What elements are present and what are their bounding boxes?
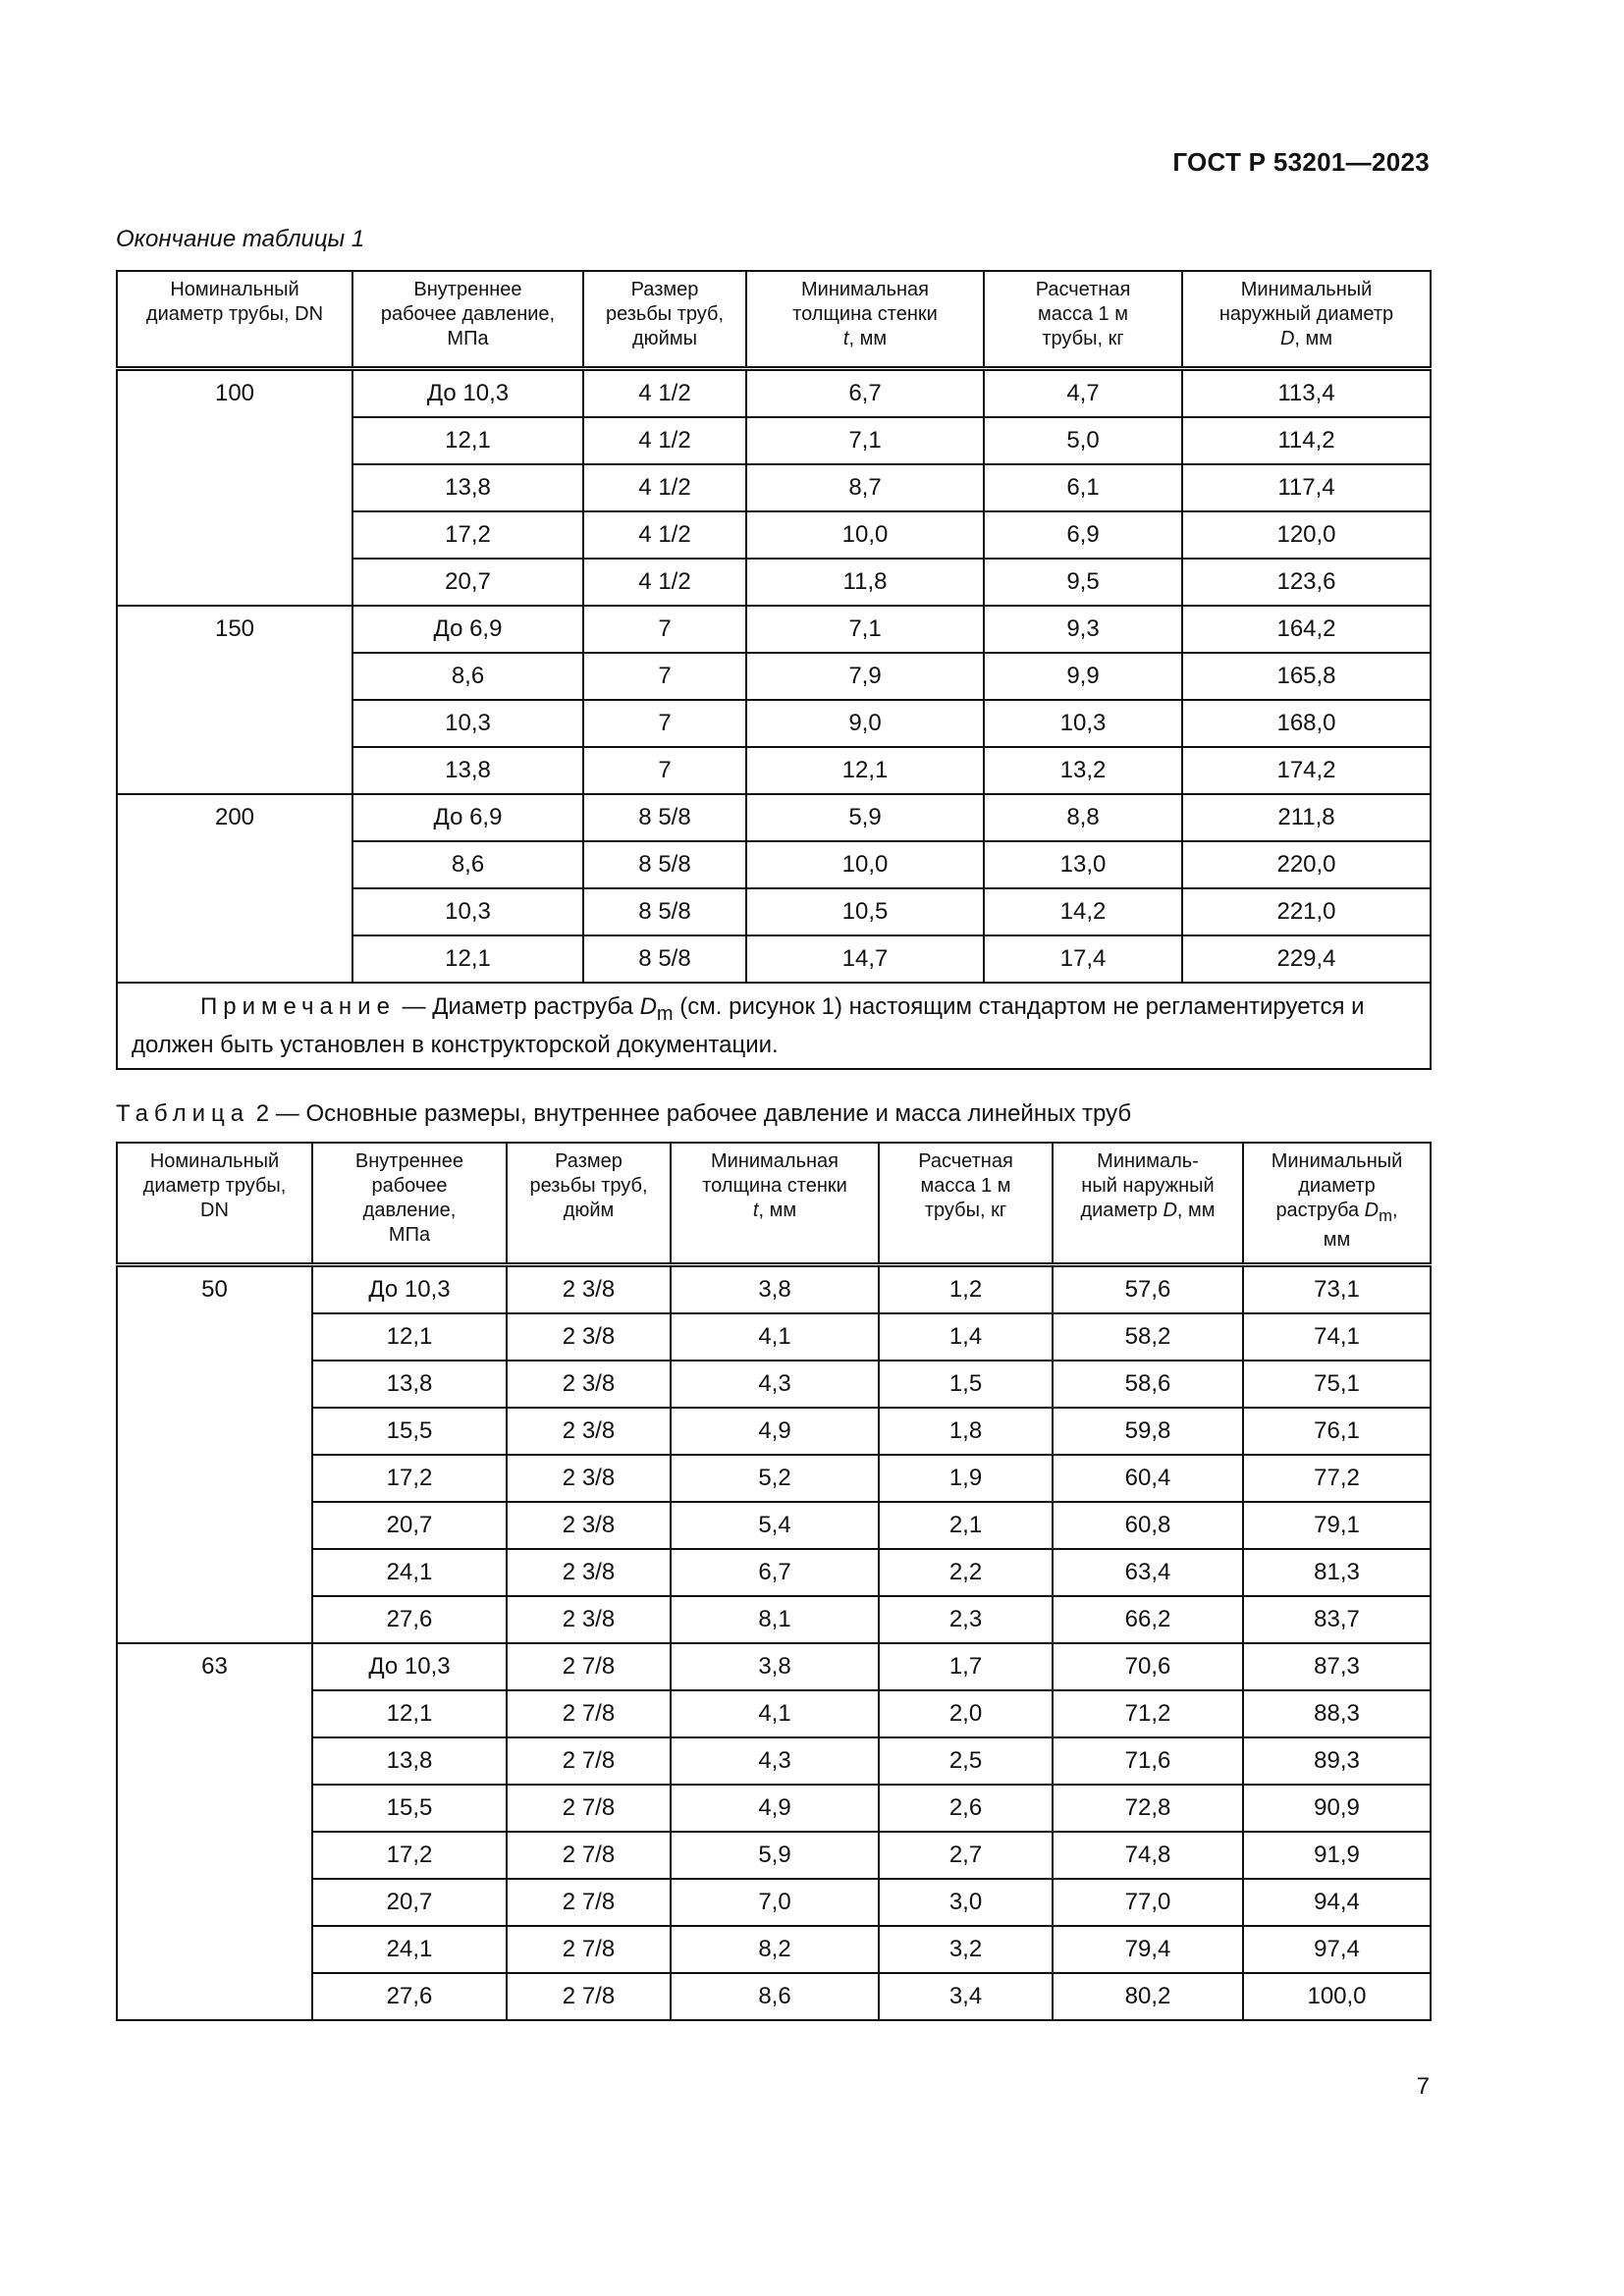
header-text: дюйм	[563, 1200, 615, 1221]
table-row	[117, 369, 1431, 418]
table-cell: 17,2	[312, 1455, 507, 1502]
table-cell: 2,2	[879, 1549, 1053, 1596]
header-text: толщина стенки	[702, 1175, 847, 1197]
table2	[116, 1142, 1432, 2021]
header-text: диаметр	[1080, 1200, 1164, 1221]
table-row	[117, 606, 1431, 653]
table-cell: 2 3/8	[507, 1313, 671, 1361]
table-cell: 6,7	[746, 369, 984, 418]
table-cell: 97,4	[1243, 1926, 1431, 1973]
table2-caption-text: 2 — Основные размеры, внутреннее рабочее давление и масса линейных труб	[249, 1100, 1132, 1127]
header-text: Расчетная	[918, 1150, 1013, 1172]
table-row	[117, 1973, 1431, 2020]
table-cell: 4 1/2	[583, 559, 746, 606]
header-symbol: D	[1163, 1200, 1177, 1221]
table-cell: До 10,3	[312, 1265, 507, 1314]
table-cell: 3,0	[879, 1879, 1053, 1926]
table-cell: 24,1	[312, 1926, 507, 1973]
table-row	[117, 1455, 1431, 1502]
header-text: Внутреннее	[413, 279, 522, 300]
table-cell: 13,2	[984, 747, 1182, 794]
table-cell: 9,5	[984, 559, 1182, 606]
table-row	[117, 1690, 1431, 1737]
table-cell: 8 5/8	[583, 935, 746, 983]
table-cell: 10,0	[746, 511, 984, 559]
table-cell: 8 5/8	[583, 794, 746, 841]
table-cell: 13,8	[352, 464, 583, 511]
table-cell: 220,0	[1182, 841, 1431, 888]
note-text: — Диаметр раструба	[395, 993, 640, 1020]
header-text: Минимальная	[800, 279, 929, 300]
table-cell: 114,2	[1182, 417, 1431, 464]
column-header	[312, 1143, 507, 1265]
table-cell: 94,4	[1243, 1879, 1431, 1926]
table-cell: 3,8	[671, 1643, 879, 1690]
table-cell: 2,5	[879, 1737, 1053, 1785]
table-row	[117, 794, 1431, 841]
header-text: масса 1 м	[1038, 303, 1128, 325]
column-header	[352, 271, 583, 369]
note-subscript: m	[656, 1002, 674, 1025]
table-row	[117, 1785, 1431, 1832]
table-cell: 6,7	[671, 1549, 879, 1596]
table-cell: 1,4	[879, 1313, 1053, 1361]
table-cell: 229,4	[1182, 935, 1431, 983]
column-header	[1243, 1143, 1431, 1265]
table-cell: 60,4	[1053, 1455, 1243, 1502]
table-cell: 58,6	[1053, 1361, 1243, 1408]
table-cell: 7	[583, 747, 746, 794]
table-cell: 6,9	[984, 511, 1182, 559]
table-cell: 27,6	[312, 1973, 507, 2020]
table-cell: 59,8	[1053, 1408, 1243, 1455]
table-cell: 2 3/8	[507, 1549, 671, 1596]
header-text: , мм	[1176, 1200, 1216, 1221]
table-cell: 5,0	[984, 417, 1182, 464]
header-text: резьбы труб,	[529, 1175, 648, 1197]
table-cell: До 10,3	[352, 369, 583, 418]
header-text: , мм	[848, 328, 888, 349]
table-cell: 164,2	[1182, 606, 1431, 653]
table-cell: 10,3	[984, 700, 1182, 747]
header-text: масса 1 м	[920, 1175, 1011, 1197]
table-cell: 71,2	[1053, 1690, 1243, 1737]
table-cell: 14,7	[746, 935, 984, 983]
table-cell: 13,8	[312, 1737, 507, 1785]
table1-header-row	[117, 271, 1431, 369]
table-cell: 80,2	[1053, 1973, 1243, 2020]
table-row	[117, 1502, 1431, 1549]
table-cell: 17,2	[312, 1832, 507, 1879]
table-cell: 7,1	[746, 606, 984, 653]
table-cell: 15,5	[312, 1785, 507, 1832]
table-cell: 12,1	[352, 935, 583, 983]
table-cell: 113,4	[1182, 369, 1431, 418]
table-cell: 12,1	[352, 417, 583, 464]
note-row	[117, 983, 1431, 1069]
header-symbol: t	[752, 1200, 759, 1221]
column-header	[984, 271, 1182, 369]
table-cell: 66,2	[1053, 1596, 1243, 1643]
table-cell: 58,2	[1053, 1313, 1243, 1361]
header-text: раструба	[1275, 1200, 1365, 1221]
table-row	[117, 1265, 1431, 1314]
note-symbol: D	[639, 993, 657, 1020]
table-cell: 1,7	[879, 1643, 1053, 1690]
table-cell: 100,0	[1243, 1973, 1431, 2020]
table-cell: 79,4	[1053, 1926, 1243, 1973]
column-header	[879, 1143, 1053, 1265]
table-cell: 7,0	[671, 1879, 879, 1926]
table1-body	[117, 369, 1431, 1069]
table-cell: 8,1	[671, 1596, 879, 1643]
table-row	[117, 1313, 1431, 1361]
column-header	[117, 1143, 312, 1265]
header-text: Минимальный	[1240, 279, 1373, 300]
dn-cell: 100	[117, 369, 352, 607]
column-header	[671, 1143, 879, 1265]
table-cell: 211,8	[1182, 794, 1431, 841]
table-cell: 63,4	[1053, 1549, 1243, 1596]
header-subscript: m	[1379, 1206, 1392, 1225]
table-cell: 70,6	[1053, 1643, 1243, 1690]
table-cell: 2 3/8	[507, 1596, 671, 1643]
table-cell: 89,3	[1243, 1737, 1431, 1785]
table-cell: До 6,9	[352, 794, 583, 841]
header-symbol: D	[1364, 1200, 1380, 1221]
table-cell: 2 7/8	[507, 1643, 671, 1690]
table-cell: 12,1	[312, 1690, 507, 1737]
table-cell: 2 3/8	[507, 1455, 671, 1502]
table-cell: 74,8	[1053, 1832, 1243, 1879]
table2-caption	[116, 1100, 1131, 1128]
table-cell: 15,5	[312, 1408, 507, 1455]
table-cell: 12,1	[746, 747, 984, 794]
note-label: Примечание	[200, 993, 396, 1020]
table-cell: 83,7	[1243, 1596, 1431, 1643]
dn-cell: 50	[117, 1265, 312, 1644]
header-text: ный наружный	[1081, 1175, 1215, 1197]
table-cell: 165,8	[1182, 653, 1431, 700]
table-cell: 13,0	[984, 841, 1182, 888]
table-cell: 91,9	[1243, 1832, 1431, 1879]
table-cell: 8 5/8	[583, 888, 746, 935]
table1	[116, 270, 1432, 1070]
table-cell: 73,1	[1243, 1265, 1431, 1314]
header-text: , мм	[758, 1200, 797, 1221]
note-text: (см. рисунок 1) настоящим стандартом не регламентируется и должен быть установлен в конструкторской документации.	[132, 993, 1365, 1058]
table-cell: 7,1	[746, 417, 984, 464]
header-text: резьбы труб,	[605, 303, 725, 325]
header-text: ,	[1391, 1200, 1398, 1221]
table-cell: 24,1	[312, 1549, 507, 1596]
header-text: , мм	[1294, 328, 1333, 349]
table2-body	[117, 1265, 1431, 2021]
table-cell: 8,6	[352, 653, 583, 700]
table-cell: 5,9	[671, 1832, 879, 1879]
column-header	[507, 1143, 671, 1265]
table-cell: 72,8	[1053, 1785, 1243, 1832]
table-cell: 13,8	[312, 1361, 507, 1408]
header-text: диаметр	[1298, 1175, 1376, 1197]
document-number: ГОСТ Р 53201—2023	[1172, 147, 1430, 177]
header-text: Минималь-	[1097, 1150, 1199, 1172]
header-text: диаметр трубы, DN	[145, 303, 324, 325]
table-cell: 90,9	[1243, 1785, 1431, 1832]
table-cell: 12,1	[312, 1313, 507, 1361]
table-cell: 4,1	[671, 1313, 879, 1361]
table-cell: 1,9	[879, 1455, 1053, 1502]
table-cell: 10,3	[352, 888, 583, 935]
table-cell: 2,3	[879, 1596, 1053, 1643]
dn-cell: 63	[117, 1643, 312, 2020]
header-text: МПа	[447, 328, 489, 349]
table-cell: 76,1	[1243, 1408, 1431, 1455]
page-number: 7	[1416, 2073, 1430, 2100]
table-cell: 2 7/8	[507, 1785, 671, 1832]
table-cell: 11,8	[746, 559, 984, 606]
header-text: диаметр трубы,	[142, 1175, 287, 1197]
table-cell: 20,7	[312, 1879, 507, 1926]
table2-header-row	[117, 1143, 1431, 1265]
header-symbol: t	[842, 328, 849, 349]
header-text: МПа	[388, 1224, 431, 1246]
header-text: трубы, кг	[924, 1200, 1007, 1221]
table1-caption: Окончание таблицы 1	[116, 226, 365, 252]
table-cell: 1,5	[879, 1361, 1053, 1408]
table-cell: 79,1	[1243, 1502, 1431, 1549]
table-cell: 4,3	[671, 1737, 879, 1785]
header-text: давление,	[362, 1200, 457, 1221]
table-cell: 13,8	[352, 747, 583, 794]
table-cell: 7	[583, 606, 746, 653]
note-cell	[117, 983, 1431, 1069]
table-cell: 88,3	[1243, 1690, 1431, 1737]
header-text: мм	[1323, 1229, 1351, 1251]
table-cell: 9,0	[746, 700, 984, 747]
header-text: толщина стенки	[792, 303, 938, 325]
table-cell: 10,5	[746, 888, 984, 935]
table-row	[117, 1408, 1431, 1455]
table-cell: 1,2	[879, 1265, 1053, 1314]
header-text: Минимальный	[1271, 1150, 1403, 1172]
header-text: DN	[200, 1200, 229, 1221]
table-cell: 2 3/8	[507, 1408, 671, 1455]
table-cell: 168,0	[1182, 700, 1431, 747]
table-cell: 8,7	[746, 464, 984, 511]
table-cell: 120,0	[1182, 511, 1431, 559]
table-cell: 221,0	[1182, 888, 1431, 935]
header-text: наружный диаметр	[1218, 303, 1394, 325]
table-cell: 2,7	[879, 1832, 1053, 1879]
table-cell: 3,2	[879, 1926, 1053, 1973]
table-cell: 8,6	[352, 841, 583, 888]
header-text: Размер	[555, 1150, 623, 1172]
table-cell: 17,4	[984, 935, 1182, 983]
table-cell: 7	[583, 700, 746, 747]
table-cell: 5,2	[671, 1455, 879, 1502]
table-row	[117, 1879, 1431, 1926]
table-cell: 71,6	[1053, 1737, 1243, 1785]
table-cell: 10,0	[746, 841, 984, 888]
header-text: Размер	[630, 279, 699, 300]
table-cell: 4,9	[671, 1408, 879, 1455]
table-cell: 8,8	[984, 794, 1182, 841]
column-header	[117, 271, 352, 369]
header-text: трубы, кг	[1042, 328, 1124, 349]
table-cell: 8,2	[671, 1926, 879, 1973]
table-cell: 174,2	[1182, 747, 1431, 794]
table-cell: 14,2	[984, 888, 1182, 935]
table-cell: 6,1	[984, 464, 1182, 511]
table-cell: 5,9	[746, 794, 984, 841]
table-cell: 77,0	[1053, 1879, 1243, 1926]
table-cell: 20,7	[352, 559, 583, 606]
table-cell: 3,8	[671, 1265, 879, 1314]
table-cell: 4 1/2	[583, 464, 746, 511]
table-cell: 5,4	[671, 1502, 879, 1549]
table-cell: 4,3	[671, 1361, 879, 1408]
header-text: рабочее	[371, 1175, 448, 1197]
table-cell: 75,1	[1243, 1361, 1431, 1408]
table-cell: 4 1/2	[583, 511, 746, 559]
table-cell: 4,7	[984, 369, 1182, 418]
table-row	[117, 1832, 1431, 1879]
table-cell: 74,1	[1243, 1313, 1431, 1361]
table-cell: 4,1	[671, 1690, 879, 1737]
table-cell: До 10,3	[312, 1643, 507, 1690]
table-cell: 4 1/2	[583, 417, 746, 464]
header-text: Минимальная	[710, 1150, 839, 1172]
table-row	[117, 1361, 1431, 1408]
table-cell: 4,9	[671, 1785, 879, 1832]
table-cell: 2 7/8	[507, 1690, 671, 1737]
table-cell: 1,8	[879, 1408, 1053, 1455]
table-row	[117, 1596, 1431, 1643]
table-cell: 2,6	[879, 1785, 1053, 1832]
table-cell: 2 3/8	[507, 1361, 671, 1408]
table-cell: 60,8	[1053, 1502, 1243, 1549]
dn-cell: 150	[117, 606, 352, 794]
table-cell: 9,3	[984, 606, 1182, 653]
table-cell: 9,9	[984, 653, 1182, 700]
table-cell: 2 3/8	[507, 1502, 671, 1549]
table-cell: 2,0	[879, 1690, 1053, 1737]
table-cell: 2 7/8	[507, 1973, 671, 2020]
column-header	[1182, 271, 1431, 369]
header-text: Номинальный	[170, 279, 299, 300]
table-cell: 123,6	[1182, 559, 1431, 606]
header-text: Номинальный	[149, 1150, 280, 1172]
table-row	[117, 1737, 1431, 1785]
table-cell: 7	[583, 653, 746, 700]
table-cell: 8,6	[671, 1973, 879, 2020]
dn-cell: 200	[117, 794, 352, 983]
table-cell: 2 7/8	[507, 1832, 671, 1879]
header-text: дюймы	[632, 328, 697, 349]
table-cell: 20,7	[312, 1502, 507, 1549]
table-row	[117, 1549, 1431, 1596]
table-cell: 3,4	[879, 1973, 1053, 2020]
column-header	[746, 271, 984, 369]
table-cell: 117,4	[1182, 464, 1431, 511]
table-cell: 27,6	[312, 1596, 507, 1643]
table-cell: 8 5/8	[583, 841, 746, 888]
table-cell: 81,3	[1243, 1549, 1431, 1596]
table-cell: 2 3/8	[507, 1265, 671, 1314]
table-cell: 2 7/8	[507, 1879, 671, 1926]
table-cell: До 6,9	[352, 606, 583, 653]
table-cell: 2,1	[879, 1502, 1053, 1549]
column-header	[1053, 1143, 1243, 1265]
table-cell: 7,9	[746, 653, 984, 700]
header-text: рабочее давление,	[380, 303, 556, 325]
header-symbol: D	[1279, 328, 1295, 349]
table-cell: 77,2	[1243, 1455, 1431, 1502]
table-cell: 2 7/8	[507, 1737, 671, 1785]
table-row	[117, 1926, 1431, 1973]
header-text: Расчетная	[1035, 279, 1131, 300]
table-cell: 10,3	[352, 700, 583, 747]
table-cell: 17,2	[352, 511, 583, 559]
header-text: Внутреннее	[354, 1150, 464, 1172]
table-cell: 57,6	[1053, 1265, 1243, 1314]
table-cell: 2 7/8	[507, 1926, 671, 1973]
table-cell: 87,3	[1243, 1643, 1431, 1690]
table2-caption-label: Таблица	[116, 1100, 250, 1127]
table-row	[117, 1643, 1431, 1690]
column-header	[583, 271, 746, 369]
table-cell: 4 1/2	[583, 369, 746, 418]
